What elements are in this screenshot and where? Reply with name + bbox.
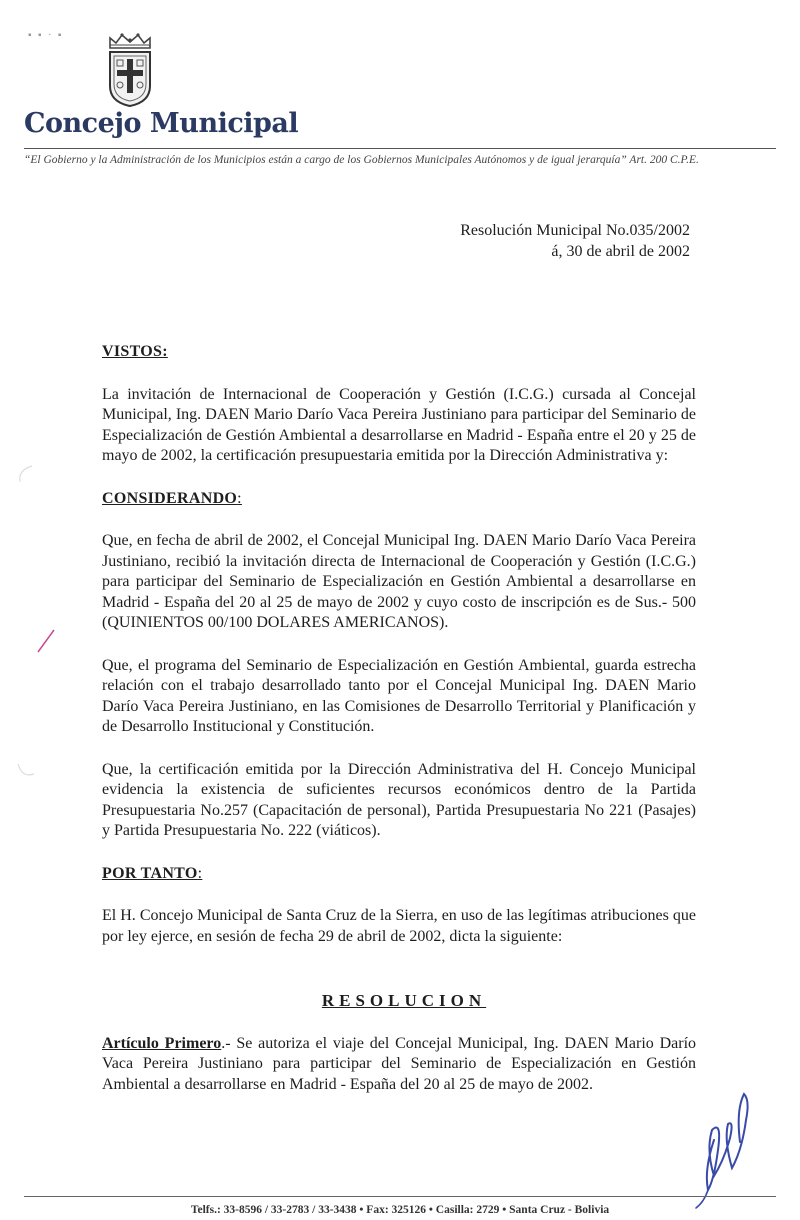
resolucion-title: RESOLUCION bbox=[321, 991, 487, 1010]
date-block bbox=[460, 220, 690, 262]
resolution-number: Resolución Municipal No.035/2002 bbox=[460, 222, 690, 239]
punch-hole-icon bbox=[14, 462, 36, 484]
considerando-paragraph-3: Que, la certificación emitida por la Dirección Administrativa del H. Concejo Municipal evidencia la existencia de suficientes recursos económicos dentro de la Partida Presupuestaria No.257 (Capacitación de personal), Partida Presupuestaria No 221 (Pasajes) y Partida Presupuestaria No. 222 (viáticos). bbox=[102, 760, 696, 839]
vistos-paragraph: La invitación de Internacional de Cooperación y Gestión (I.C.G.) cursada al Concejal Municipal, Ing. DAEN Mario Darío Vaca Pereira Justiniano para participar del Seminario de Especialización de Gestión Ambiental a desarrollarse en Madrid - España entre el 20 y 25 de mayo de 2002, la certificación presupuestaria emitida por la Dirección Administrativa y: bbox=[102, 385, 696, 464]
header-divider bbox=[24, 148, 776, 149]
pen-mark-icon bbox=[34, 628, 58, 654]
coat-of-arms-icon bbox=[104, 32, 156, 108]
article-primero bbox=[102, 1034, 696, 1096]
por-tanto-heading-colon: : bbox=[197, 864, 203, 882]
organization-name: Concejo Municipal bbox=[24, 108, 299, 139]
por-tanto-heading bbox=[102, 864, 696, 885]
signature-icon bbox=[684, 1080, 764, 1210]
footer-contact: Telfs.: 33-8596 / 33-2783 / 33-3438 • Fax: 325126 • Casilla: 2729 • Santa Cruz - Bolivia bbox=[190, 1204, 610, 1216]
article-text: .- Se autoriza el viaje del Concejal Municipal, Ing. DAEN Mario Darío Vaca Pereira Justiniano para participar del Seminario de Especialización en Gestión Ambiental a desarrollarse en Madrid - España del 20 al 25 de mayo de 2002. bbox=[102, 1034, 697, 1093]
considerando-heading bbox=[102, 489, 696, 510]
punch-hole-icon bbox=[14, 758, 36, 780]
considerando-heading-colon: : bbox=[237, 489, 242, 507]
scan-noise: ▪ ▪ · ▪ bbox=[28, 30, 64, 41]
constitutional-motto: “El Gobierno y la Administración de los Municipios están a cargo de los Gobiernos Municipales Autónomos y de igual jerarquía” Art. 200 C.P.E. bbox=[24, 154, 699, 166]
por-tanto-heading-text: POR TANTO bbox=[102, 864, 198, 882]
resolution-body bbox=[102, 342, 696, 1095]
considerando-heading-text: CONSIDERANDO bbox=[102, 489, 238, 507]
por-tanto-paragraph: El H. Concejo Municipal de Santa Cruz de la Sierra, en uso de las legítimas atribuciones que por ley ejerce, en sesión de fecha 29 de abril de 2002, dicta la siguiente: bbox=[102, 907, 696, 945]
article-label: Artículo Primero bbox=[102, 1034, 222, 1052]
vistos-heading: VISTOS: bbox=[102, 343, 168, 360]
resolution-date: á, 30 de abril de 2002 bbox=[551, 243, 690, 260]
footer-divider bbox=[24, 1196, 776, 1197]
considerando-paragraph-1: Que, en fecha de abril de 2002, el Concejal Municipal Ing. DAEN Mario Darío Vaca Pereira Justiniano, recibió la invitación directa de Internacional de Cooperación y Gestión (I.C.G.) para participar del Seminario de Especialización en Gestión Ambiental a desarrollarse en Madrid - España del 20 al 25 de mayo de 2002 y cuyo costo de inscripción es de Sus.- 500 (QUINIENTOS 00/100 DOLARES AMERICANOS). bbox=[102, 532, 696, 631]
considerando-paragraph-2: Que, el programa del Seminario de Especialización en Gestión Ambiental, guarda estrecha relación con el trabajo desarrollado tanto por el Concejal Municipal Ing. DAEN Mario Darío Vaca Pereira Justiniano, en las Comisiones de Desarrollo Territorial y Planificación y de Desarrollo Institucional y Constitución. bbox=[102, 656, 696, 735]
